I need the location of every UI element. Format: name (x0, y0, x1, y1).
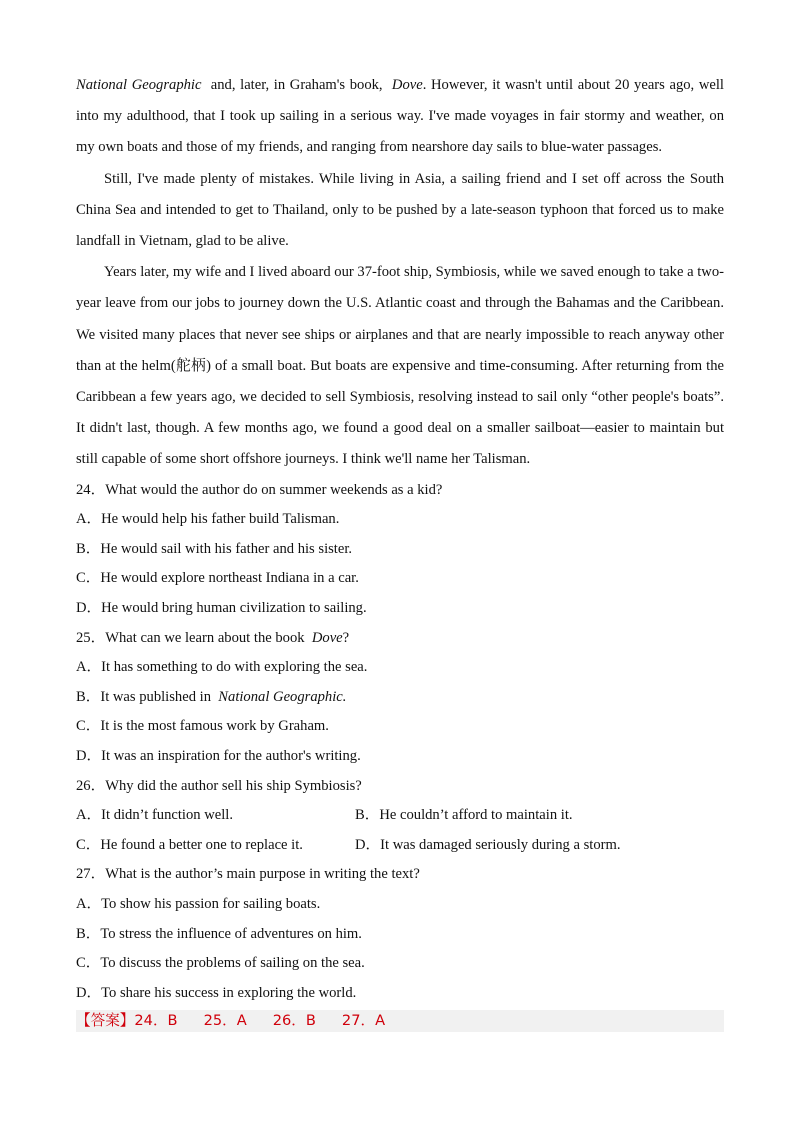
options-row-ab (76, 801, 724, 831)
option-d: D．To share his success in exploring the world. (76, 984, 357, 1001)
option-a: A．It has something to do with exploring the sea. (76, 659, 368, 676)
question-26 (76, 772, 724, 861)
question-27 (76, 860, 724, 1008)
option-b (76, 683, 724, 713)
passage-paragraph-1 (76, 70, 724, 164)
option-a: A．He would help his father build Talisman. (76, 511, 340, 528)
stem-text: ? (342, 629, 350, 646)
option-a: A．It didn’t function well. (76, 807, 233, 824)
option-c: C．It is the most famous work by Graham. (76, 718, 329, 735)
option-d: D．It was damaged seriously during a storm. (355, 836, 621, 853)
document-page (76, 70, 724, 1032)
option-c: C．He would explore northeast Indiana in a car. (76, 570, 359, 587)
publication-name: National Geographic (76, 77, 202, 93)
option-c: C．To discuss the problems of sailing on the sea. (76, 955, 365, 972)
publication-name: National Geographic. (218, 688, 347, 705)
answer-26: 26．B (272, 1012, 316, 1030)
answer-24: 24．B (134, 1012, 178, 1030)
passage-paragraph-2: Still, I've made plenty of mistakes. While living in Asia, a sailing friend and I set off across the South China Sea and intended to get to Thailand, only to be pushed by a late-season typhoon that forced us to make landfall in Vietnam, glad to be alive. (76, 170, 724, 250)
option-a: A．To show his passion for sailing boats. (76, 895, 321, 912)
book-name: Dove (391, 77, 423, 93)
passage-paragraph-3: Years later, my wife and I lived aboard our 37-foot ship, Symbiosis, while we saved enough to take a two-year leave from our jobs to journey down the U.S. Atlantic coast and through the Bahamas and the Caribbean. We visited many places that never see ships or airplanes and that are nearly impossible to reach anyway other than at the helm(舵柄) of a small boat. But boats are expensive and time-consuming. After returning from the Caribbean a few years ago, we decided to sell Symbiosis, resolving instead to sail only “other people's boats”. It didn't last, though. A few months ago, we found a good deal on a smaller sailboat—easier to maintain but still capable of some short offshore journeys. I think we'll name her Talisman. (76, 264, 724, 468)
answer-key (76, 1010, 724, 1032)
option-b: B．He would sail with his father and his sister. (76, 540, 353, 557)
answer-27: 27．A (341, 1012, 386, 1030)
stem-text: 25．What can we learn about the book (76, 629, 312, 646)
question-stem: 26．Why did the author sell his ship Symbiosis? (76, 777, 362, 794)
options-row-cd (76, 831, 724, 861)
question-stem: 24．What would the author do on summer weekends as a kid? (76, 481, 443, 498)
question-stem (76, 624, 724, 654)
option-b: B．To stress the influence of adventures on him. (76, 925, 362, 942)
option-d: D．It was an inspiration for the author's writing. (76, 747, 361, 764)
answer-label: 【答案】 (76, 1012, 135, 1030)
question-24 (76, 476, 724, 624)
book-name: Dove (311, 629, 343, 646)
option-text: B．It was published in (76, 688, 219, 705)
option-b: B．He couldn’t afford to maintain it. (355, 807, 573, 824)
option-c: C．He found a better one to replace it. (76, 836, 303, 853)
paragraph-text: and, later, in Graham's book, (201, 77, 392, 93)
question-25 (76, 624, 724, 772)
option-d: D．He would bring human civilization to sailing. (76, 600, 367, 617)
question-stem: 27．What is the author’s main purpose in writing the text? (76, 866, 420, 883)
answer-25: 25．A (203, 1012, 247, 1030)
paragraph-text: . However, it wasn't until about 20 years ago, well into my adulthood, that I took up sailing in a serious way. I've made voyages in fair stormy and weather, on my own boats and those of my friends, and ranging from nearshore day sails to blue-water passages. (76, 77, 724, 156)
